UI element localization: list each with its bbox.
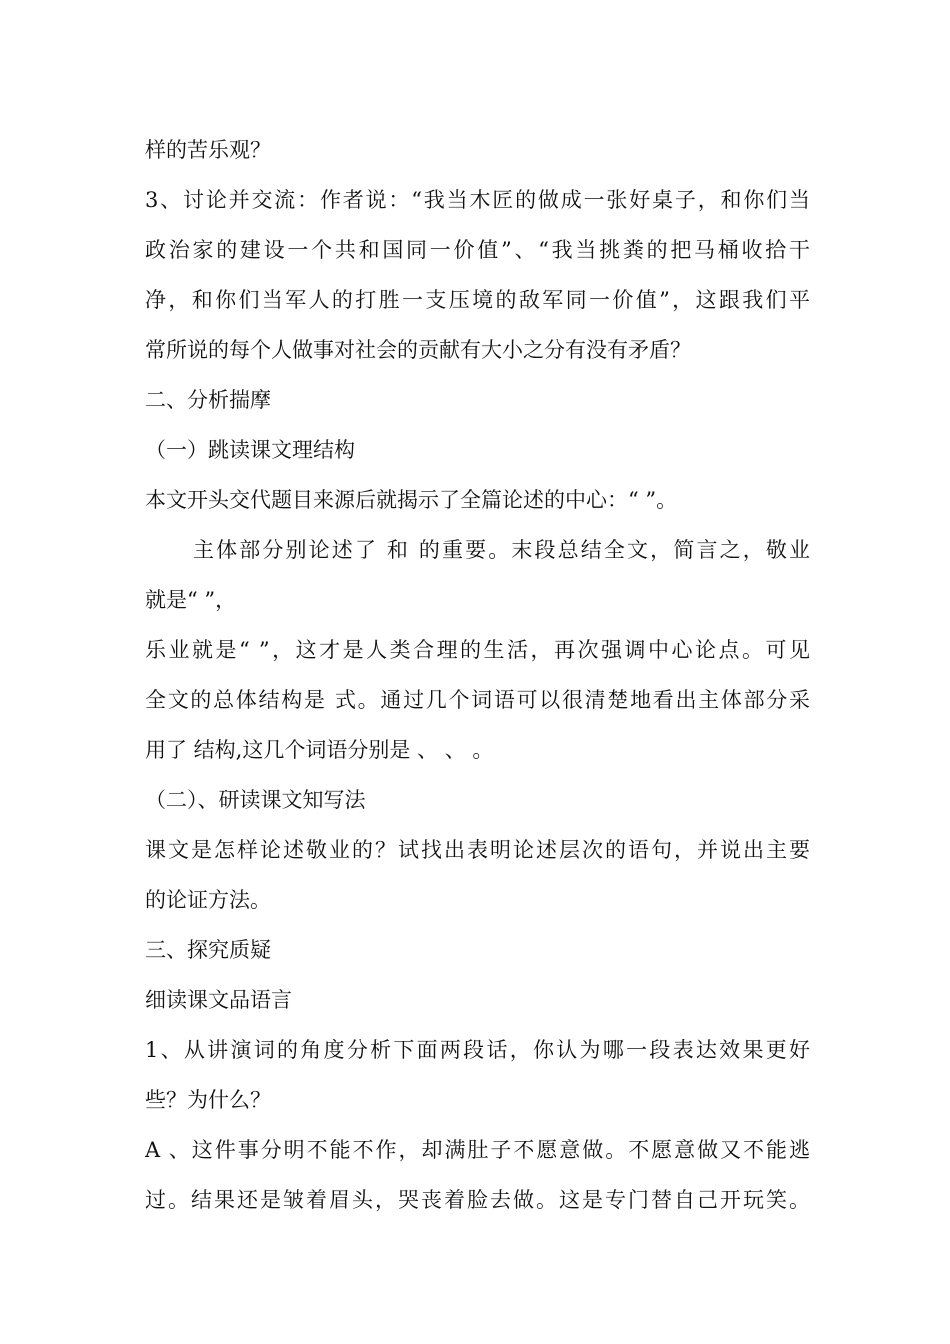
section-heading-analysis: 二、分析揣摩 (145, 388, 271, 412)
subheading-writing-method: （二）、研读课文知写法 (145, 788, 366, 812)
text-line-8: 本文开头交代题目来源后就揭示了全篇论述的中心：“ ”。 (145, 488, 678, 512)
text-line-22: 过。结果还是皱着眉头，哭丧着脸去做。这是专门替自己开玩笑。 (145, 1188, 810, 1212)
text-line-19: 1、从讲演词的角度分析下面两段话，你认为哪一段表达效果更好 (145, 1038, 810, 1062)
text-line-20: 些？为什么？ (145, 1088, 271, 1112)
text-line-13: 用了 结构,这几个词语分别是 、 、 。 (145, 738, 494, 762)
text-line-9: 主体部分别论述了 和 的重要。末段总结全文，简言之，敬业 (193, 538, 810, 562)
subheading-language: 细读课文品语言 (145, 988, 292, 1012)
text-line-11: 乐业就是“ ”，这才是人类合理的生活，再次强调中心论点。可见 (145, 638, 810, 662)
text-line-1: 样的苦乐观？ (145, 138, 271, 162)
text-line-5: 常所说的每个人做事对社会的贡献有大小之分有没有矛盾？ (145, 338, 691, 362)
text-line-16: 的论证方法。 (145, 888, 271, 912)
text-line-21: A 、这件事分明不能不作，却满肚子不愿意做。不愿意做又不能逃 (145, 1138, 810, 1162)
text-line-15: 课文是怎样论述敬业的？试找出表明论述层次的语句，并说出主要 (145, 838, 810, 862)
section-heading-inquiry: 三、探究质疑 (145, 938, 271, 962)
text-line-10: 就是“ ”， (145, 588, 237, 612)
subheading-structure: （一）跳读课文理结构 (145, 438, 355, 462)
text-line-2: 3、讨论并交流：作者说：“我当木匠的做成一张好桌子，和你们当 (145, 188, 810, 212)
text-line-12: 全文的总体结构是 式。通过几个词语可以很清楚地看出主体部分采 (145, 688, 810, 712)
text-line-3: 政治家的建设一个共和国同一价值”、“我当挑粪的把马桶收拾干 (145, 238, 810, 262)
text-line-4: 净，和你们当军人的打胜一支压境的敌军同一价值”，这跟我们平 (145, 288, 810, 312)
